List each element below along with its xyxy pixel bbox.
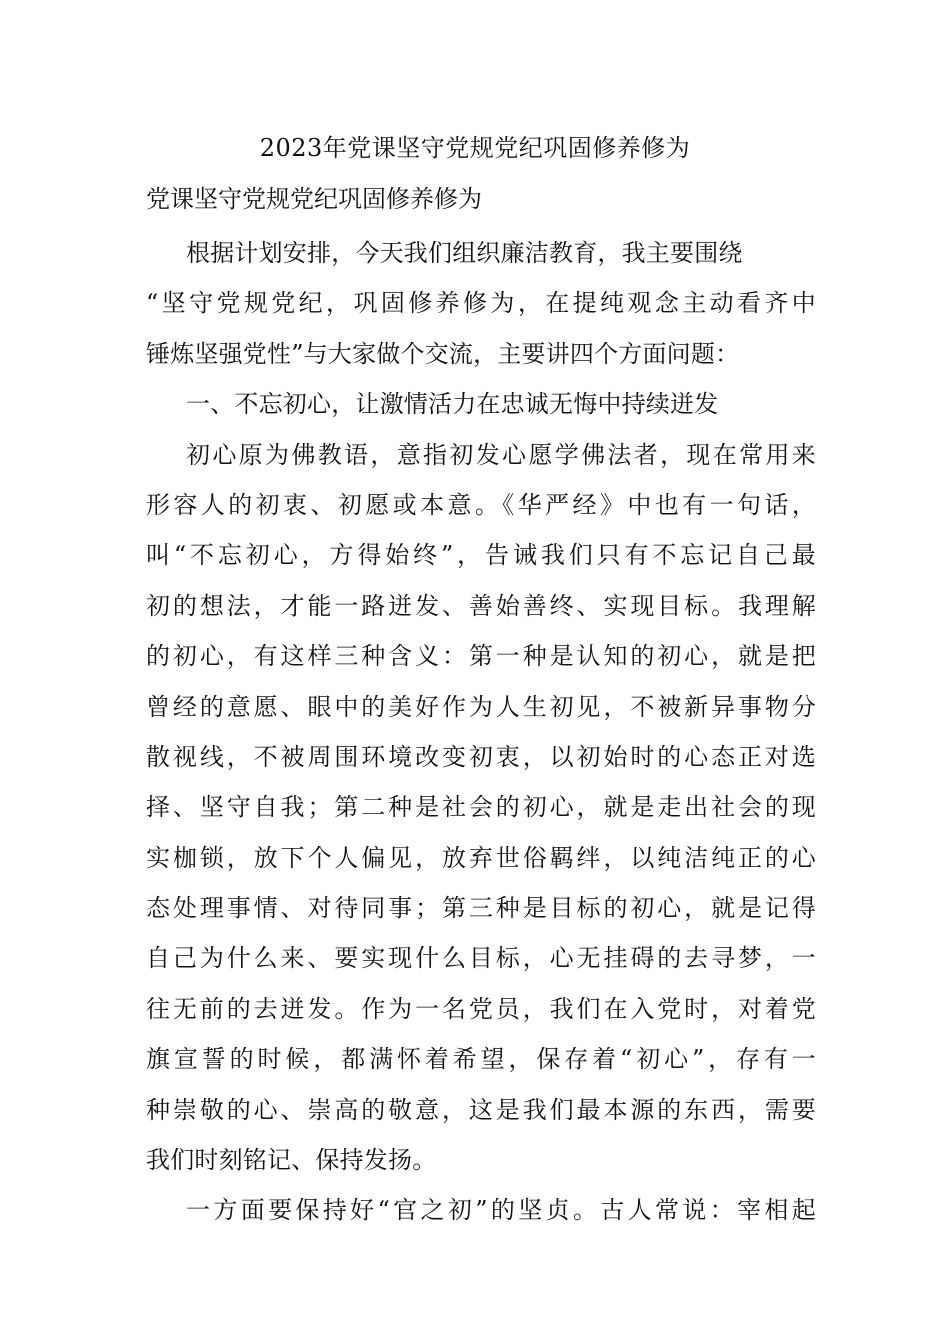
paragraph-line: 旗宣誓的时候，都满怀着希望，保存着“初心”，存有一 [146, 1045, 816, 1074]
paragraph-line: 种崇敬的心、崇高的敬意，这是我们最本源的东西，需要 [146, 1095, 816, 1124]
paragraph-line: 初的想法，才能一路迸发、善始善终、实现目标。我理解 [146, 591, 816, 620]
paragraph-line: 一方面要保持好“官之初”的坚贞。古人常说：宰相起 [186, 1196, 816, 1225]
document-subtitle: 党课坚守党规党纪巩固修养修为 [146, 185, 482, 213]
paragraph-line: 初心原为佛教语，意指初发心愿学佛法者，现在常用来 [186, 440, 816, 469]
paragraph-line: 曾经的意愿、眼中的美好作为人生初见，不被新异事物分 [146, 692, 816, 721]
paragraph-line: 态处理事情、对待同事；第三种是目标的初心，就是记得 [146, 894, 816, 923]
document-title: 2023年党课坚守党规党纪巩固修养修为 [259, 134, 691, 162]
paragraph-line: 实枷锁，放下个人偏见，放弃世俗羁绊，以纯洁纯正的心 [146, 843, 816, 872]
paragraph-line: 的初心，有这样三种含义：第一种是认知的初心，就是把 [146, 642, 816, 671]
section-heading: 一、不忘初心，让激情活力在忠诚无悔中持续迸发 [186, 390, 719, 419]
paragraph-line: 择、坚守自我；第二种是社会的初心，就是走出社会的现 [146, 793, 816, 822]
paragraph-line: 我们时刻铭记、保持发扬。 [146, 1146, 437, 1175]
paragraph-line: 往无前的去迸发。作为一名党员，我们在入党时，对着党 [146, 994, 816, 1023]
document-body [146, 228, 816, 1236]
paragraph-line: 散视线，不被周围环境改变初衷，以初始时的心态正对选 [146, 742, 816, 771]
paragraph-line: 根据计划安排，今天我们组织廉洁教育，我主要围绕 [186, 239, 743, 267]
paragraph-line: 锤炼坚强党性”与大家做个交流，主要讲四个方面问题： [146, 339, 740, 368]
paragraph-line: 叫“不忘初心，方得始终”，告诫我们只有不忘记自己最 [146, 541, 816, 570]
paragraph-line: “坚守党规党纪，巩固修养修为，在提纯观念主动看齐中 [146, 289, 816, 318]
paragraph-line: 自己为什么来、要实现什么目标，心无挂碍的去寻梦，一 [146, 944, 816, 973]
paragraph-line: 形容人的初衷、初愿或本意。《华严经》中也有一句话， [146, 490, 816, 519]
